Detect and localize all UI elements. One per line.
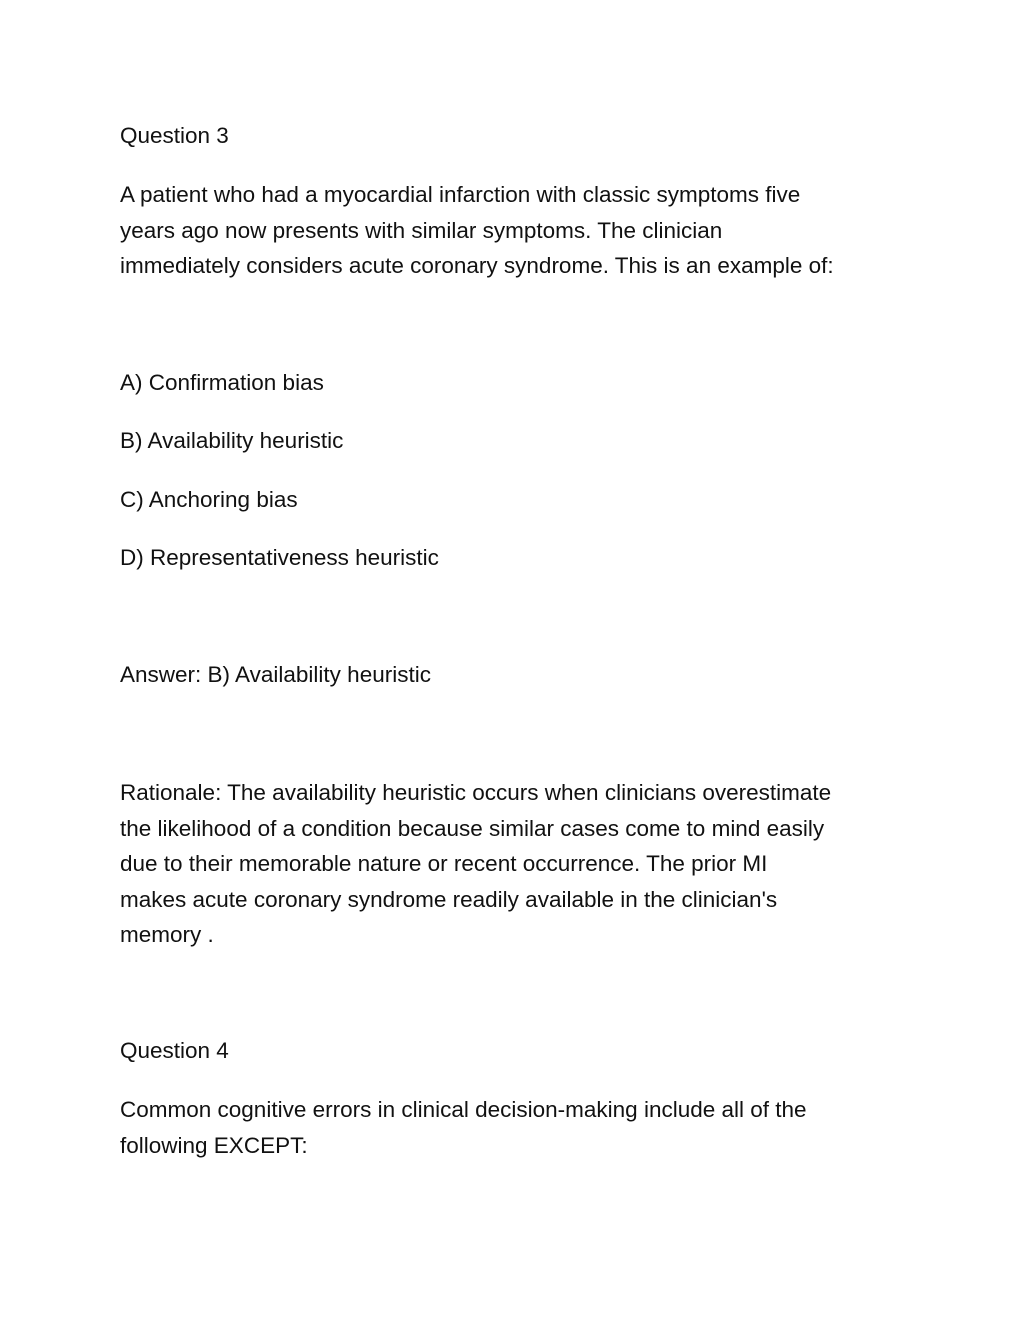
option-b: B) Availability heuristic bbox=[120, 428, 344, 453]
question-3-rationale bbox=[120, 775, 910, 953]
rationale-line: Rationale: The availability heuristic occurs when clinicians overestimate bbox=[120, 780, 832, 805]
option-c: C) Anchoring bias bbox=[120, 487, 298, 512]
question-4-stem-line: Common cognitive errors in clinical decision-making include all of the bbox=[120, 1097, 807, 1122]
rationale-line: makes acute coronary syndrome readily available in the clinician's bbox=[120, 886, 778, 912]
question-4-stem-line: following EXCEPT: bbox=[120, 1132, 308, 1158]
rationale-line: the likelihood of a condition because similar cases come to mind easily bbox=[120, 815, 825, 841]
option-d: D) Representativeness heuristic bbox=[120, 545, 439, 570]
question-4-stem bbox=[120, 1092, 910, 1163]
option-a: A) Confirmation bias bbox=[120, 370, 324, 395]
rationale-line: due to their memorable nature or recent occurrence. The prior MI bbox=[120, 851, 768, 876]
question-3-stem-line: A patient who had a myocardial infarction with classic symptoms five bbox=[120, 182, 801, 207]
question-3-stem-line: years ago now presents with similar symptoms. The clinician bbox=[120, 217, 723, 243]
question-3-stem-line: immediately considers acute coronary syndrome. This is an example of: bbox=[120, 253, 834, 278]
question-3-stem bbox=[120, 177, 910, 284]
question-4-heading: Question 4 bbox=[120, 1038, 229, 1063]
question-3-heading: Question 3 bbox=[120, 123, 229, 148]
question-3-answer: Answer: B) Availability heuristic bbox=[120, 662, 431, 687]
rationale-line: memory . bbox=[120, 922, 214, 947]
